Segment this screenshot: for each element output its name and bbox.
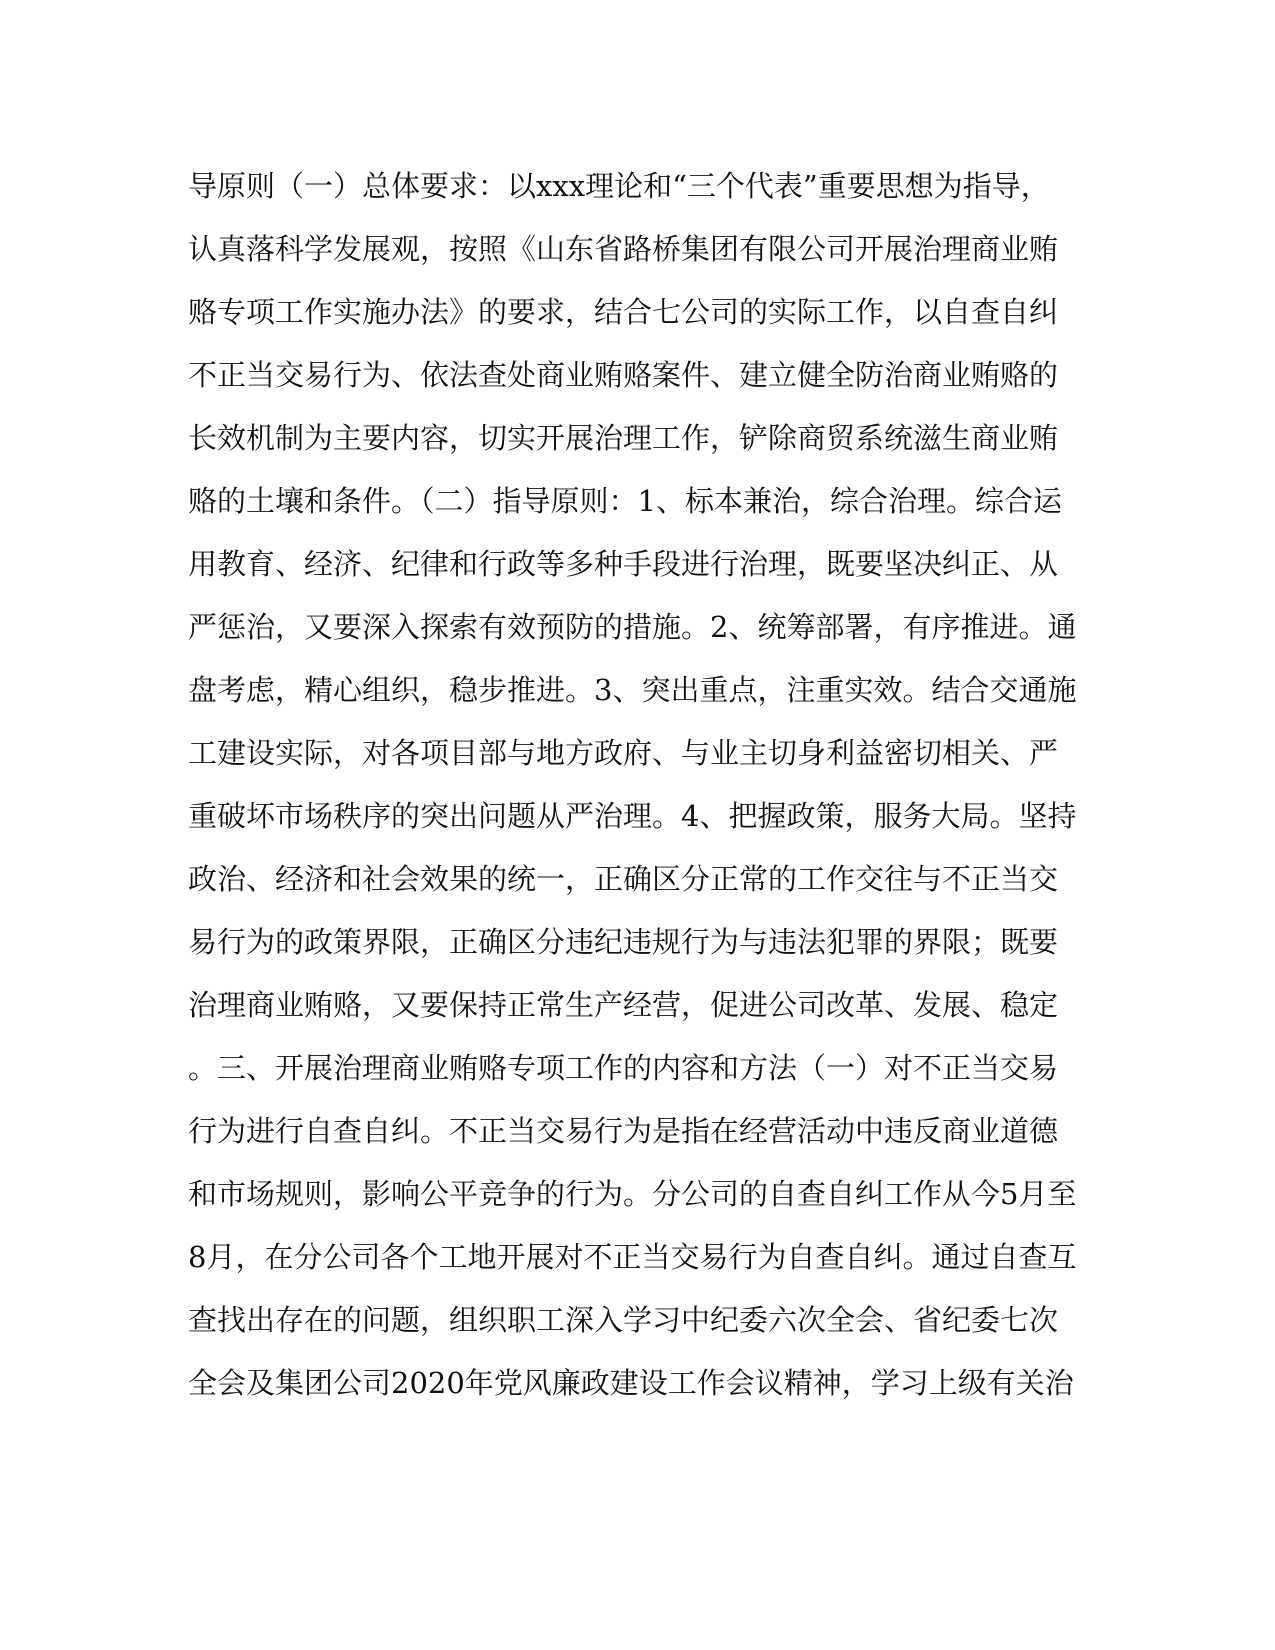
text-line: 8月，在分公司各个工地开展对不正当交易行为自查自纠。通过自查互	[188, 1240, 1077, 1274]
text-line: 严惩治，又要深入探索有效预防的措施。2、统筹部署，有序推进。通	[188, 610, 1077, 644]
text-line: 查找出存在的问题，组织职工深入学习中纪委六次全会、省纪委七次	[188, 1303, 1059, 1337]
text-line: 行为进行自查自纠。不正当交易行为是指在经营活动中违反商业道德	[188, 1114, 1059, 1148]
text-line: 易行为的政策界限，正确区分违纪违规行为与违法犯罪的界限；既要	[188, 925, 1059, 959]
body-text	[188, 166, 1088, 1426]
text-line: 。三、开展治理商业贿赂专项工作的内容和方法（一）对不正当交易	[188, 1051, 1059, 1085]
text-line: 长效机制为主要内容，切实开展治理工作，铲除商贸系统滋生商业贿	[188, 421, 1059, 455]
text-line: 重破坏市场秩序的突出问题从严治理。4、把握政策，服务大局。坚持	[188, 799, 1077, 833]
text-line: 盘考虑，精心组织，稳步推进。3、突出重点，注重实效。结合交通施	[188, 673, 1077, 707]
text-line: 和市场规则，影响公平竞争的行为。分公司的自查自纠工作从今5月至	[188, 1177, 1077, 1211]
text-line: 工建设实际，对各项目部与地方政府、与业主切身利益密切相关、严	[188, 736, 1059, 770]
text-line: 赂专项工作实施办法》的要求，结合七公司的实际工作，以自查自纠	[188, 295, 1059, 329]
text-line: 不正当交易行为、依法查处商业贿赂案件、建立健全防治商业贿赂的	[188, 358, 1059, 392]
text-line: 政治、经济和社会效果的统一，正确区分正常的工作交往与不正当交	[188, 862, 1059, 896]
text-line: 导原则（一）总体要求：以xxx理论和“三个代表”重要思想为指导，	[188, 169, 1050, 203]
text-line: 赂的土壤和条件。（二）指导原则：1、标本兼治，综合治理。综合运	[188, 484, 1062, 518]
text-line: 治理商业贿赂，又要保持正常生产经营，促进公司改革、发展、稳定	[188, 988, 1059, 1022]
text-line: 认真落科学发展观，按照《山东省路桥集团有限公司开展治理商业贿	[188, 232, 1059, 266]
text-line: 用教育、经济、纪律和行政等多种手段进行治理，既要坚决纠正、从	[188, 547, 1059, 581]
text-line: 全会及集团公司2020年党风廉政建设工作会议精神，学习上级有关治	[188, 1366, 1074, 1400]
